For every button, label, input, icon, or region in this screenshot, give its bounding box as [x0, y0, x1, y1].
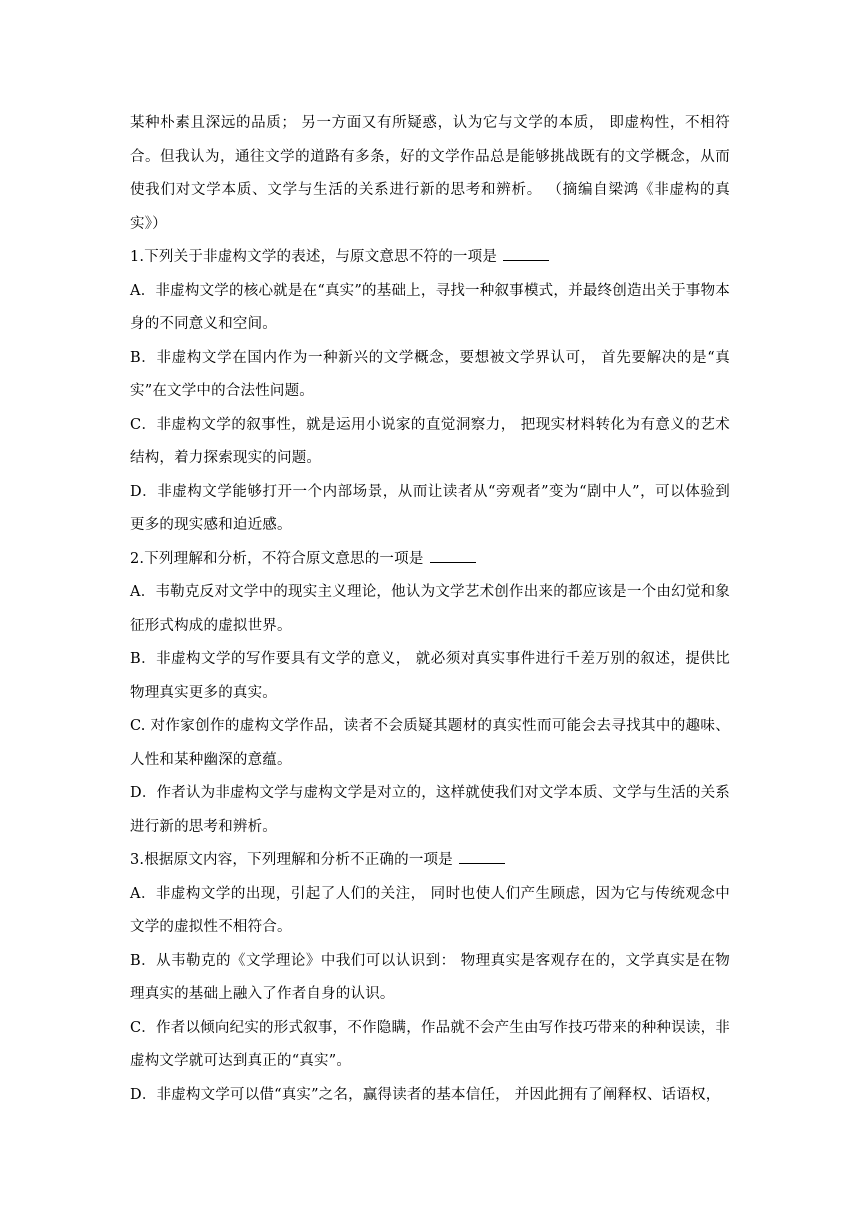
- answer-blank: [459, 849, 505, 864]
- answer-blank: [503, 246, 549, 261]
- question-2-stem: [130, 543, 730, 577]
- question-3-option-b: B．从韦勒克的《文学理论》中我们可以认识到： 物理真实是客观存在的，文学真实是在物理真实的基础上融入了作者自身的认识。: [130, 952, 730, 1002]
- question-1-option-c: C．非虚构文学的叙事性，就是运用小说家的直觉洞察力， 把现实材料转化为有意义的艺术结构，着力探索现实的问题。: [130, 416, 730, 466]
- question-1-option-b: B．非虚构文学在国内作为一种新兴的文学概念，要想被文学界认可， 首先要解决的是“真实”在文学中的合法性问题。: [130, 349, 730, 399]
- question-2-option-b: B．非虚构文学的写作要具有文学的意义， 就必须对真实事件进行千差万别的叙述，提供比物理真实更多的真实。: [130, 651, 730, 701]
- question-stem-text: 1.下列关于非虚构文学的表述，与原文意思不符的一项是: [130, 249, 498, 265]
- question-stem-text: 3.根据原文内容，下列理解和分析不正确的一项是: [130, 852, 453, 868]
- question-2-option-a: A．韦勒克反对文学中的现实主义理论，他认为文学艺术创作出来的都应该是一个由幻觉和象征形式构成的虚拟世界。: [130, 584, 730, 634]
- question-1-stem: [130, 241, 730, 275]
- question-1-option-a: A．非虚构文学的核心就是在“真实”的基础上，寻找一种叙事模式，并最终创造出关于事物本身的不同意义和空间。: [130, 282, 730, 332]
- intro-paragraph: 某种朴素且深远的品质； 另一方面又有所疑惑，认为它与文学的本质， 即虚构性，不相符合。但我认为，通往文学的道路有多条，好的文学作品总是能够挑战既有的文学概念，从而使我们对文学本质、文学与生活的关系进行新的思考和辨析。 （摘编自梁鸿《非虚构的真实》）: [130, 115, 730, 232]
- document-body: [130, 107, 730, 1112]
- question-stem-text: 2.下列理解和分析，不符合原文意思的一项是: [130, 550, 424, 567]
- question-2-option-c: C. 对作家创作的虚构文学作品，读者不会质疑其题材的真实性而可能会去寻找其中的趣味、人性和某种幽深的意蕴。: [130, 718, 730, 768]
- question-2-option-d: D．作者认为非虚构文学与虚构文学是对立的，这样就使我们对文学本质、文学与生活的关系进行新的思考和辨析。: [130, 785, 730, 835]
- question-3-option-c: C．作者以倾向纪实的形式叙事，不作隐瞒，作品就不会产生由写作技巧带来的种种误读，非虚构文学就可达到真正的“真实”。: [130, 1019, 730, 1069]
- answer-blank: [430, 548, 476, 563]
- question-1-option-d: D．非虚构文学能够打开一个内部场景，从而让读者从“旁观者”变为“剧中人”，可以体验到更多的现实感和迫近感。: [130, 483, 730, 533]
- question-3-option-d: D．非虚构文学可以借“真实”之名，赢得读者的基本信任， 并因此拥有了阐释权、话语权，: [130, 1086, 721, 1103]
- question-3-option-a: A．非虚构文学的出现，引起了人们的关注， 同时也使人们产生顾虑，因为它与传统观念中文学的虚拟性不相符合。: [130, 885, 730, 935]
- question-3-stem: [130, 844, 730, 878]
